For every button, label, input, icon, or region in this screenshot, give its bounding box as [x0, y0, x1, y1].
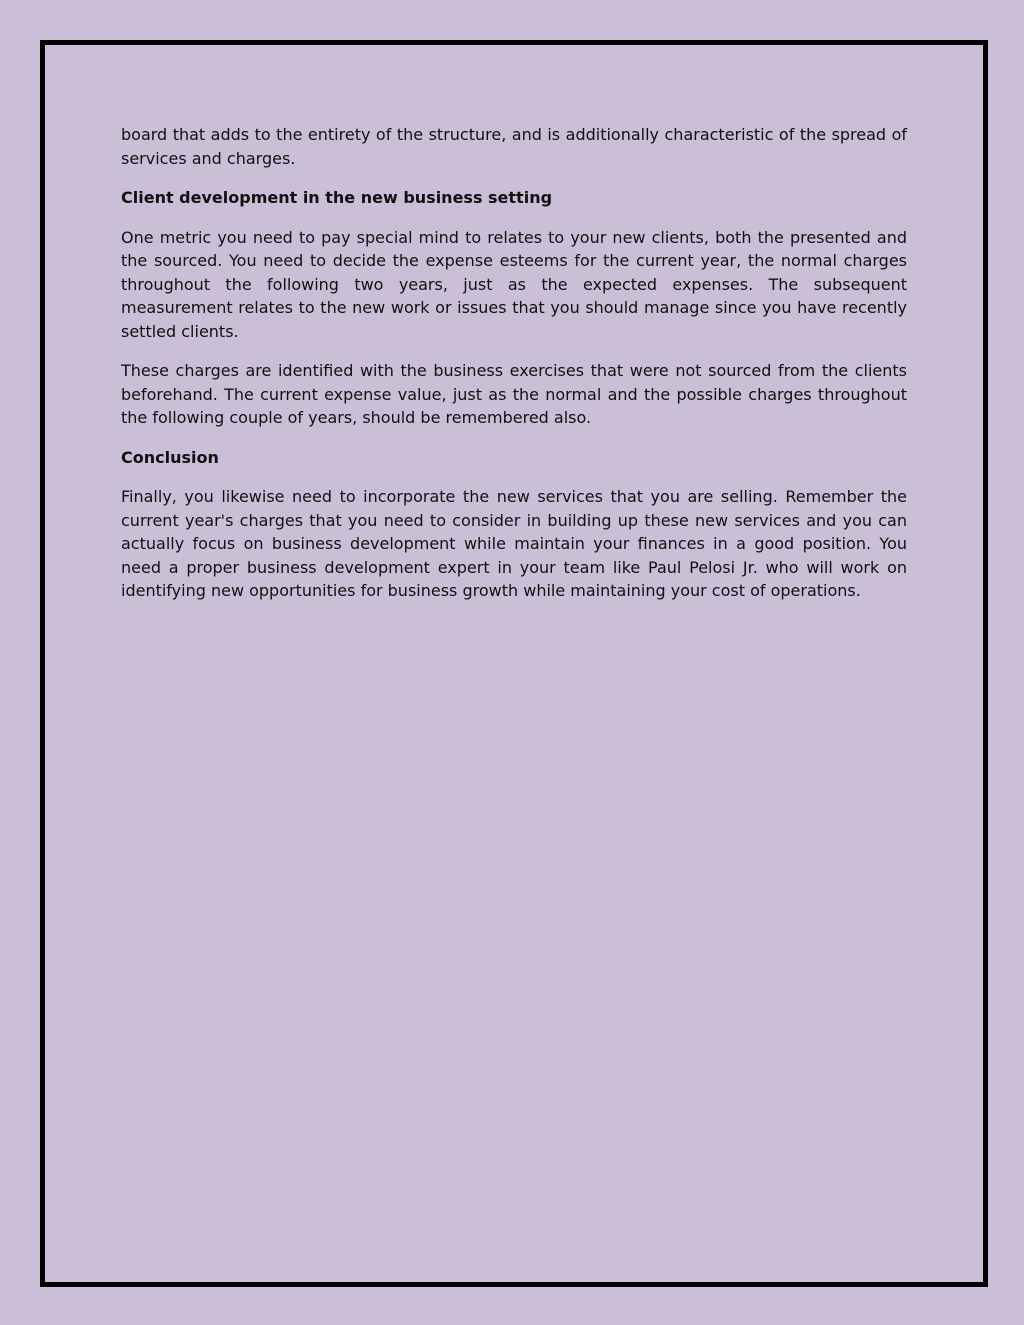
paragraph-intro: board that adds to the entirety of the structure, and is additionally characteristic of the spread of services and charges. — [121, 125, 907, 168]
section-heading-client-development: Client development in the new business setting — [121, 188, 553, 207]
page-frame — [40, 40, 988, 1287]
section-heading-conclusion: Conclusion — [121, 447, 219, 467]
document-body — [121, 123, 907, 619]
paragraph-conclusion: Finally, you likewise need to incorporate the new services that you are selling. Remember the current year's charges that you need to consider in building up these new services and you can actually focus on business development while maintain your finances in a good position. You need a proper business development expert in your team like Paul Pelosi Jr. who will work on identifying new opportunities for business growth while maintaining your cost of operations. — [121, 487, 907, 600]
paragraph-new-clients: One metric you need to pay special mind to relates to your new clients, both the presented and the sourced. You need to decide the expense esteems for the current year, the normal charges throughout the following two years, just as the expected expenses. The subsequent measurement relates to the new work or issues that you should manage since you have recently settled clients. — [121, 227, 907, 341]
paragraph-charges: These charges are identified with the business exercises that were not sourced from the clients beforehand. The current expense value, just as the normal and the possible charges throughout the following couple of years, should be remembered also. — [121, 361, 907, 427]
